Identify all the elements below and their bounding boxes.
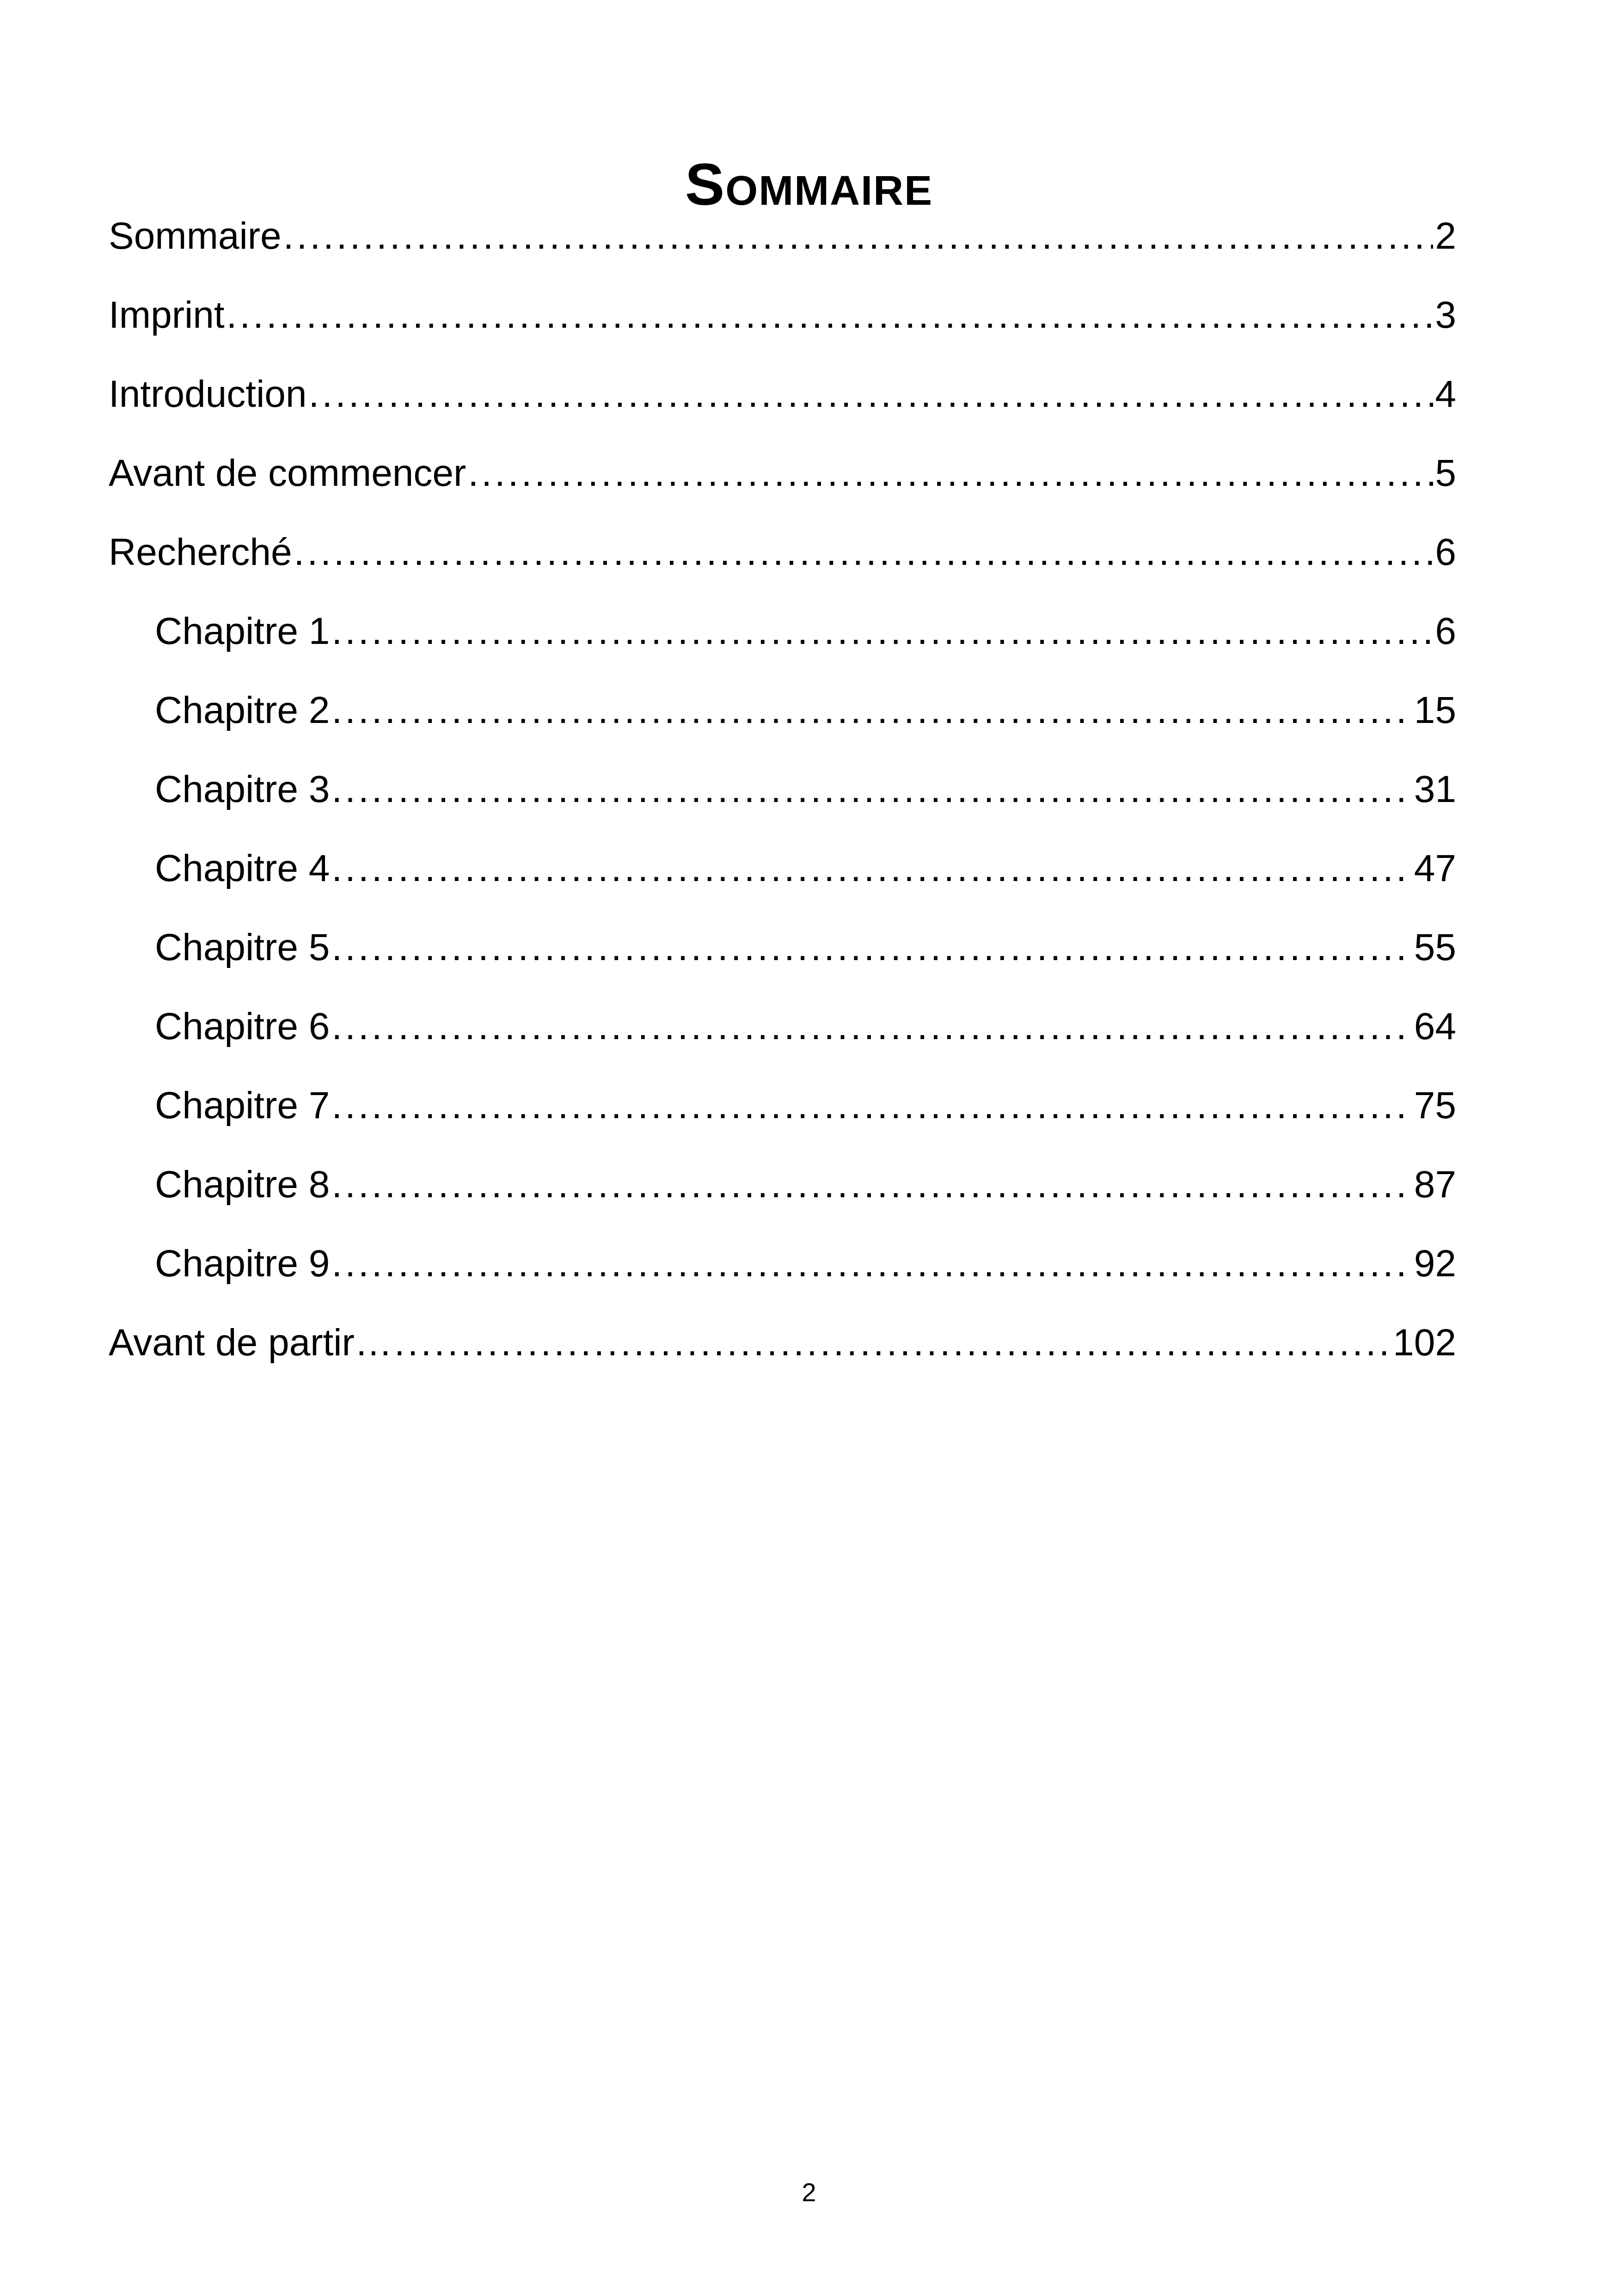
toc-dot-leader — [331, 1166, 1412, 1204]
toc-entry-label: Chapitre 6 — [155, 1005, 330, 1047]
toc-entry-chapitre-5[interactable] — [109, 926, 1456, 1008]
toc-dot-leader — [331, 692, 1412, 729]
toc-entry-label: Avant de commencer — [109, 452, 466, 494]
toc-dot-leader — [394, 1324, 1391, 1362]
toc-entry-page: 15 — [1414, 689, 1456, 731]
toc-entry-chapitre-7[interactable] — [109, 1084, 1456, 1166]
toc-entry-page: 47 — [1414, 847, 1456, 889]
toc-entry-label: Chapitre 3 — [155, 768, 330, 810]
toc-dot-leader — [468, 454, 1433, 492]
toc-entry-page: 87 — [1414, 1163, 1456, 1206]
toc-dot-leader — [294, 533, 1434, 571]
toc-entry-chapitre-3[interactable] — [109, 768, 1456, 850]
toc-entry-page: 92 — [1414, 1243, 1456, 1285]
toc-entry-page: 6 — [1435, 531, 1456, 573]
toc-entry-label: Chapitre 9 — [155, 1243, 330, 1285]
toc-entry-label: Sommaire — [109, 215, 282, 257]
toc-entry-page: 6 — [1435, 610, 1456, 652]
toc-entry-page: 2 — [1435, 215, 1456, 257]
toc-dot-leader — [331, 771, 1412, 808]
toc-dot-leader — [331, 1087, 1412, 1125]
page-title: Sommaire — [685, 151, 933, 218]
toc-entry-label: Introduction — [109, 373, 307, 415]
toc-entry-introduction[interactable] — [109, 375, 1456, 454]
toc-entry-page: 5 — [1435, 452, 1456, 494]
toc-entry-chapitre-9[interactable] — [109, 1245, 1456, 1324]
toc-entry-chapitre-8[interactable] — [109, 1163, 1456, 1245]
toc-dot-leader — [227, 296, 1434, 334]
toc-dot-leader — [331, 612, 1433, 650]
toc-entry-page: 64 — [1414, 1005, 1456, 1047]
toc-entry-recherche[interactable] — [109, 533, 1456, 612]
toc-dot-leader — [331, 929, 1412, 967]
toc-entry-label: Avant de partir… — [109, 1322, 392, 1364]
toc-entry-label: Chapitre 4 — [155, 847, 330, 889]
toc-entry-label: Chapitre 2 — [155, 689, 330, 731]
page-number: 2 — [802, 2178, 816, 2207]
toc-entry-page: 102 — [1393, 1322, 1456, 1364]
toc-entry-page: 31 — [1414, 768, 1456, 810]
toc-entry-label: Recherché — [109, 531, 292, 573]
toc-dot-leader — [283, 217, 1434, 255]
toc-entry-avant-de-partir[interactable] — [109, 1324, 1456, 1403]
toc-dot-leader — [309, 375, 1434, 413]
toc-dot-leader — [331, 1008, 1412, 1046]
toc-dot-leader — [331, 1245, 1412, 1283]
toc-entry-chapitre-2[interactable] — [109, 689, 1456, 771]
toc-entry-sommaire[interactable] — [109, 217, 1456, 296]
toc-entry-avant-de-commencer[interactable] — [109, 454, 1456, 533]
toc-entry-label: Chapitre 7 — [155, 1084, 330, 1127]
toc-entry-chapitre-6[interactable] — [109, 1005, 1456, 1087]
toc-entry-label: Chapitre 8 — [155, 1163, 330, 1206]
toc-entry-page: 4 — [1435, 373, 1456, 415]
toc-entry-page: 55 — [1414, 926, 1456, 968]
table-of-contents — [109, 217, 1456, 1403]
toc-entry-chapitre-4[interactable] — [109, 847, 1456, 929]
toc-dot-leader — [331, 850, 1412, 888]
toc-entry-label: Chapitre 5 — [155, 926, 330, 968]
toc-entry-label: Chapitre 1 — [155, 610, 330, 652]
toc-entry-page: 3 — [1435, 294, 1456, 336]
toc-entry-label: Imprint — [109, 294, 225, 336]
toc-entry-page: 75 — [1414, 1084, 1456, 1127]
toc-entry-chapitre-1[interactable] — [109, 612, 1456, 692]
toc-entry-imprint[interactable] — [109, 296, 1456, 375]
